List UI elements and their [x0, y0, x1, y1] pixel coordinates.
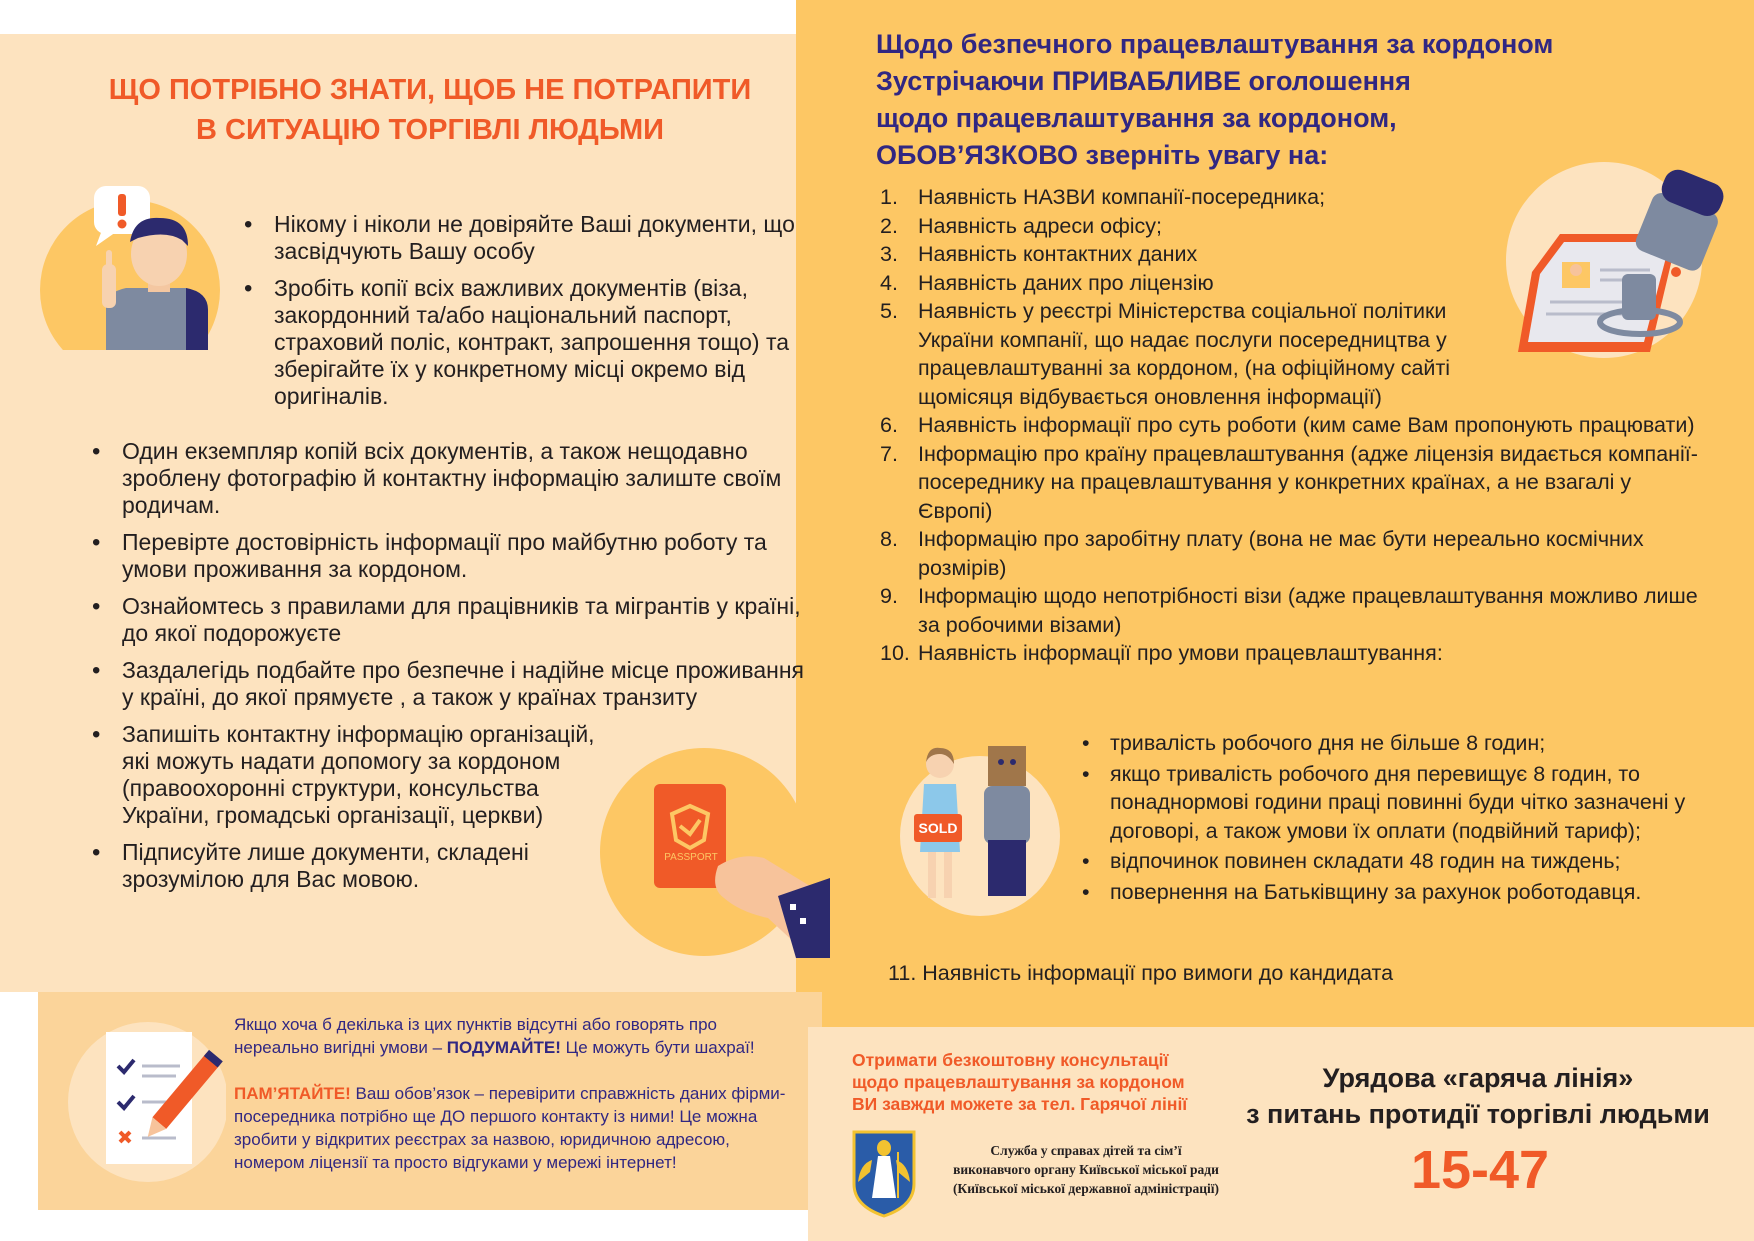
list-item: 4. Наявність даних про ліцензію [880, 270, 1214, 295]
list-item: 8. Інформацію про заробітну плату (вона не має бути нереально космічних розмірів) [880, 527, 1644, 580]
list-item: • Перевірте достовірність інформації про майбутню роботу та умови проживання за кордоном. [90, 529, 812, 583]
sold-label: SOLD [918, 820, 958, 836]
list-item: • Один екземпляр копій всіх документів, а також нещодавно зроблену фотографію й контактну інформацію залиште своїм родичам. [90, 438, 812, 519]
list-item: • відпочинок повинен складати 48 годин на тиждень; [1078, 847, 1718, 876]
trafficking-illustration [900, 740, 1060, 920]
conditions-list [1078, 729, 1718, 908]
checklist-icon [66, 1016, 226, 1186]
person-warning-icon [36, 180, 226, 350]
list-item: • Підписуйте лише документи, складені зрозумілою для Вас мовою. [90, 839, 610, 893]
requirement-11: 11. Наявність інформації про вимоги до кандидата [888, 961, 1394, 985]
list-item: • тривалість робочого дня не більше 8 годин; [1078, 729, 1718, 758]
list-item: 6. Наявність інформації про суть роботи (ким саме Вам пропонують працювати) [880, 413, 1695, 437]
list-item: • Заздалегідь подбайте про безпечне і надійне місце проживання у країні, до якої прямуєте , а також у країнах транзиту [90, 657, 812, 711]
list-item: 2. Наявність адреси офісу; [880, 213, 1163, 238]
list-item: 7. Інформацію про країну працевлаштування (адже ліцензія видається компанії-посереднику на працевлаштування у конкретних країнах, а не взагалі у Європі) [880, 441, 1698, 523]
list-item: 1. Наявність НАЗВИ компанії-посередника; [880, 185, 1326, 209]
service-name: Служба у справах дітей та сім’ї виконавчого органу Київської міської ради (Київської міської державної адміністрації) [952, 1143, 1220, 1196]
hotline-phone-number[interactable]: 15-47 [1410, 1140, 1550, 1200]
passport-hand-illustration [600, 748, 830, 958]
list-item: 3. Наявність контактних даних [880, 242, 1198, 266]
top-bullet-list [242, 211, 812, 420]
list-item: • Зробіть копії всіх важливих документів (віза, закордонний та/або національний паспорт, страховий поліс, контракт, запрошення тощо) та зберігайте їх у конкретному місці окремо від оригіналів. [242, 275, 812, 410]
kyiv-coat-of-arms-icon [850, 1128, 918, 1218]
right-title: Щодо безпечного працевлаштування за кордоном Зустрічаючи ПРИВАБЛИВЕ оголошення щодо працевлаштування за кордоном, ОБОВ’ЯЗКОВО зверніть увагу на: [876, 29, 1554, 170]
note-remember: ПАМ’ЯТАЙТЕ! Ваш обов’язок – перевірити справжність даних фірми-посередника потрібно ще ДО першого контакту із ними! Це можна зробити у відкритих реєстрах за назвою, юридичною адресою, номером ліцензії та просто відгуками у мережі інтернет! [234, 1084, 786, 1172]
passport-label: PASSPORT [664, 852, 718, 863]
list-item: • якщо тривалість робочого дня перевищує 8 годин, то понаднормові години праці повинні буди чітко зазначені у договорі, а також умови їх оплати (подвійний тариф); [1078, 760, 1718, 846]
hotline-title: Урядова «гаряча лінія» з питань протидії торгівлі людьми [1246, 1063, 1710, 1129]
consultation-text: Отримати безкоштовну консультації щодо працевлаштування за кордоном ВИ завжди можете за тел. Гарячої лінії [852, 1050, 1188, 1114]
list-item: • Запишіть контактну інформацію організацій, які можуть надати допомогу за кордоном (правоохоронні структури, консульства України, громадські організації, церкви) [90, 721, 610, 829]
list-item: 5. Наявність у реєстрі Міністерства соціальної політики України компанії, що надає послуги посередництва у працевлаштуванні за кордоном, (на офіційному сайті щомісяця відбувається оновлення інформації) [880, 299, 1451, 409]
left-title: ЩО ПОТРІБНО ЗНАТИ, ЩОБ НЕ ПОТРАПИТИ В СИТУАЦІЮ ТОРГІВЛІ ЛЮДЬМИ [108, 74, 752, 146]
list-item: • Нікому і ніколи не довіряйте Ваші документи, що засвідчують Вашу особу [242, 211, 812, 265]
list-item: • Ознайомтесь з правилами для працівників та мігрантів у країні, до якої подорожуєте [90, 593, 812, 647]
note-think: Якщо хоча б декілька із цих пунктів відсутні або говорять про нереально вигідні умови – ПОДУМАЙТЕ! Це можуть бути шахраї! [234, 1015, 755, 1057]
warning-note [234, 1013, 794, 1197]
list-item: • повернення на Батьківщину за рахунок роботодавця. [1078, 878, 1718, 907]
requirements-list [880, 183, 1700, 668]
list-item: 9. Інформацію щодо непотрібності візи (адже працевлаштування можливо лише за робочими візами) [880, 584, 1698, 637]
list-item: 10. Наявність інформації про умови працевлаштування: [880, 641, 1443, 665]
